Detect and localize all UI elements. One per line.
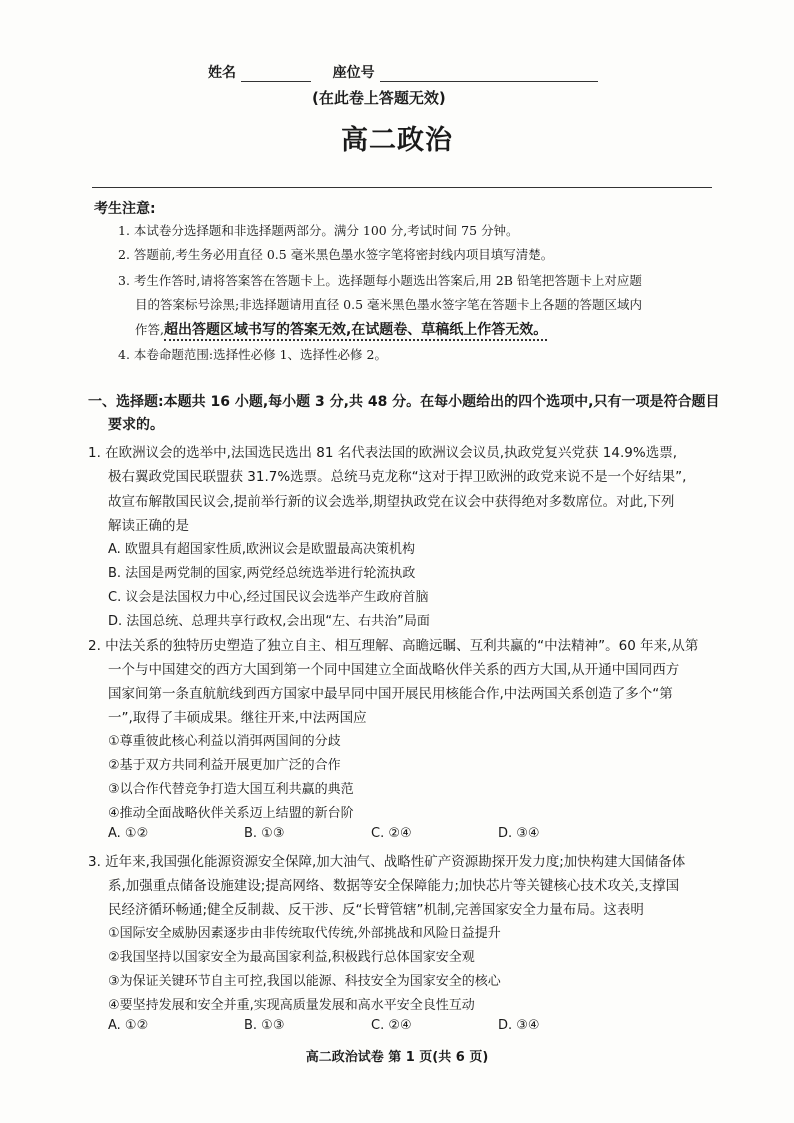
q1-option-a: A. 欧盟具有超国家性质,欧洲议会是欧盟最高决策机构 [108,542,416,557]
note-item: 4. 本卷命题范围:选择性必修 1、选择性必修 2。 [118,347,387,362]
q1-line: 解读正确的是 [108,518,189,534]
q3-item: ③为保证关键环节自主可控,我国以能源、科技安全为国家安全的核心 [108,974,501,989]
q2-line: 国家间第一条直航航线到西方国家中最早同中国开展民用核能合作,中法两国关系创造了多个“第 [108,686,673,702]
seat-blank [380,67,598,82]
q3-line: 3. 近年来,我国强化能源资源安全保障,加大油气、战略性矿产资源勘探开发力度;加快构建大国储备体 [88,854,686,870]
q3-option-d: D. ③④ [498,1018,540,1033]
notes-heading: 考生注意: [94,201,156,217]
q2-line: 一个与中国建交的西方大国到第一个同中国建立全面战略伙伴关系的西方大国,从开通中国同西方 [108,662,680,678]
no-answer-notice: (在此卷上答题无效) [312,89,446,107]
q3-line: 民经济循环畅通;健全反制裁、反干涉、反“长臂管辖”机制,完善国家安全力量布局。这表明 [108,902,644,918]
q2-option-d: D. ③④ [498,826,540,841]
q1-option-d: D. 法国总统、总理共享行政权,会出现“左、右共治”局面 [108,614,430,629]
q1-option-c: C. 议会是法国权力中心,经过国民议会选举产生政府首脑 [108,590,429,605]
q2-option-b: B. ①③ [244,826,285,841]
q2-line: 2. 中法关系的独特历史塑造了独立自主、相互理解、高瞻远瞩、互利共赢的“中法精神”。60 年来,从第 [88,638,699,654]
note-item: 目的答案标号涂黑;非选择题请用直径 0.5 毫米黑色墨水签字笔在答题卡上各题的答题区域内 [135,297,643,312]
section-heading: 一、选择题:本题共 16 小题,每小题 3 分,共 48 分。在每小题给出的四个选项中,只有一项是符合题目 [88,394,720,410]
page-title: 高二政治 [341,125,453,156]
q2-option-a: A. ①② [108,826,149,841]
q2-item: ①尊重彼此核心利益以消弭两国间的分歧 [108,734,341,749]
name-seat-row [208,62,598,82]
note-item: 3. 考生作答时,请将答案答在答题卡上。选择题每小题选出答案后,用 2B 铅笔把答题卡上对应题 [118,273,642,288]
q3-option-c: C. ②④ [371,1018,412,1033]
seat-label: 座位号 [332,65,375,81]
q2-item: ③以合作代替竞争打造大国互利共赢的典范 [108,782,354,797]
q3-option-b: B. ①③ [244,1018,285,1033]
note-item-start [135,321,547,339]
q2-item: ②基于双方共同利益开展更加广泛的合作 [108,758,341,773]
page-footer: 高二政治试卷 第 1 页(共 6 页) [305,1050,489,1065]
q1-line: 故宣布解散国民议会,提前举行新的议会选举,期望执政党在议会中获得绝对多数席位。对此,下列 [108,494,675,510]
q3-option-a: A. ①② [108,1018,149,1033]
section-heading-cont: 要求的。 [108,417,164,433]
q1-line: 1. 在欧洲议会的选举中,法国选民选出 81 名代表法国的欧洲议会议员,执政党复兴党获 14.9%选票, [88,445,677,461]
q3-item: ④要坚持发展和安全并重,实现高质量发展和高水平安全良性互动 [108,998,475,1013]
name-label: 姓名 [208,65,236,81]
q2-item: ④推动全面战略伙伴关系迈上结盟的新台阶 [108,806,354,821]
q2-option-c: C. ②④ [371,826,412,841]
note-emphasis: 超出答题区域书写的答案无效,在试题卷、草稿纸上作答无效。 [164,322,547,341]
header-divider [92,187,712,188]
note-item: 2. 答题前,考生务必用直径 0.5 毫米黑色墨水签字笔将密封线内项目填写清楚。 [118,247,554,262]
note-text: 作答, [135,322,164,337]
q2-line: 一”,取得了丰硕成果。继往开来,中法两国应 [108,710,367,726]
note-item: 1. 本试卷分选择题和非选择题两部分。满分 100 分,考试时间 75 分钟。 [118,223,519,238]
q3-line: 系,加强重点储备设施建设;提高网络、数据等安全保障能力;加快芯片等关键核心技术攻关,支撑国 [108,878,680,894]
name-blank [241,67,311,82]
q1-line: 极右翼政党国民联盟获 31.7%选票。总统马克龙称“这对于捍卫欧洲的政党来说不是一个好结果”, [108,469,687,485]
q3-item: ①国际安全威胁因素逐步由非传统取代传统,外部挑战和风险日益提升 [108,926,501,941]
q1-option-b: B. 法国是两党制的国家,两党经总统选举进行轮流执政 [108,566,416,581]
q3-item: ②我国坚持以国家安全为最高国家利益,积极践行总体国家安全观 [108,950,475,965]
